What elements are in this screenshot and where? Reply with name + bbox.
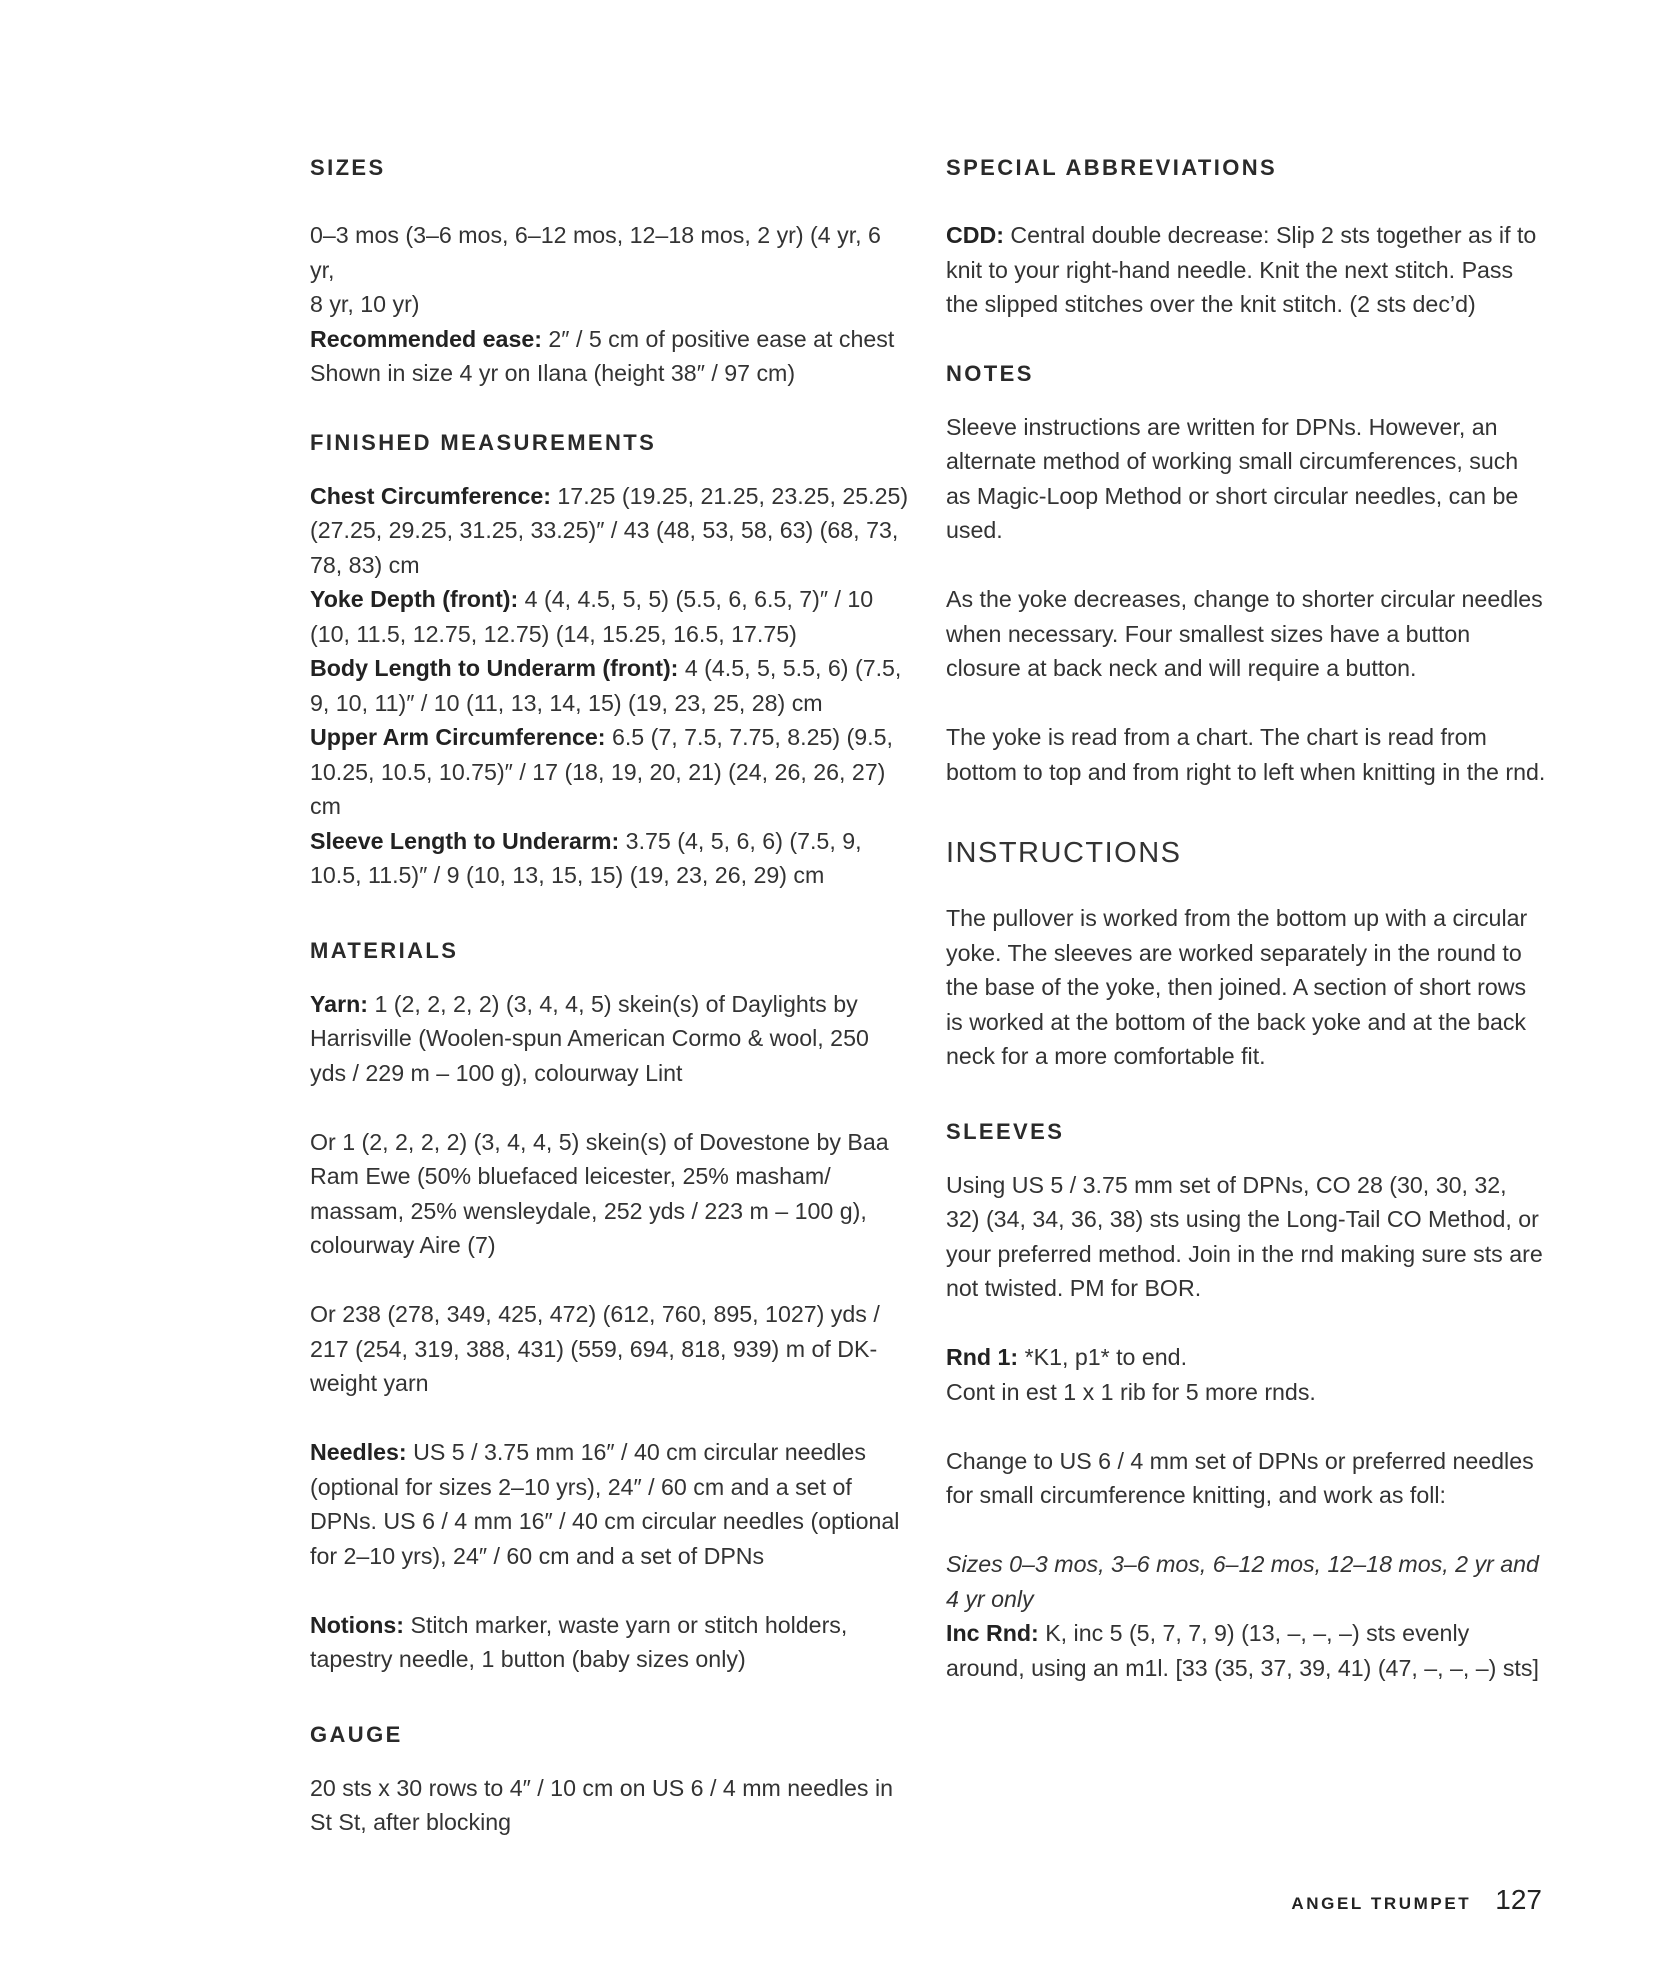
sleeves-paragraph-1: Using US 5 / 3.75 mm set of DPNs, CO 28 (30, 30, 32, 32) (34, 34, 36, 38) sts using the Long-Tail CO Method, or your preferred method. Join in the rnd making sure sts are not twisted. PM for BOR.: [946, 1171, 1543, 1301]
upper-arm-label: Upper Arm Circumference:: [310, 724, 606, 750]
special-abbreviations-heading: SPECIAL ABBREVIATIONS: [946, 155, 1278, 180]
page-footer: [1291, 1884, 1542, 1916]
rnd1-label: Rnd 1:: [946, 1344, 1019, 1370]
needles-text: US 5 / 3.75 mm 16″ / 40 cm circular needles (optional for sizes 2–10 yrs), 24″ / 60 cm and a set of DPNs. US 6 / 4 mm 16″ / 40 cm circular needles (optional for 2–10 yrs), 24″ / 60 cm and a set of DPNs: [310, 1439, 900, 1569]
sleeve-length-text: 3.75 (4, 5, 6, 6) (7.5, 9, 10.5, 11.5)″ / 9 (10, 13, 15, 15) (19, 23, 26, 29) cm: [310, 827, 862, 888]
body-length-text: 4 (4.5, 5, 5.5, 6) (7.5, 9, 10, 11)″ / 10 (11, 13, 14, 15) (19, 23, 25, 28) cm: [310, 655, 902, 716]
gauge-heading: GAUGE: [310, 1721, 403, 1747]
inc-rnd-label: Inc Rnd:: [946, 1620, 1039, 1646]
left-column: [310, 150, 910, 1840]
needles-paragraph: [310, 1435, 910, 1573]
cont-rib-text: Cont in est 1 x 1 rib for 5 more rnds.: [946, 1378, 1316, 1405]
notions-label: Notions:: [310, 1611, 405, 1638]
page-number: 127: [1495, 1884, 1542, 1915]
sleeve-length-label: Sleeve Length to Underarm:: [310, 827, 620, 854]
yarn-alternative-2: Or 238 (278, 349, 425, 472) (612, 760, 895, 1027) yds / 217 (254, 319, 388, 431) (559, 694, 818, 939) m of DK-weight yarn: [310, 1301, 880, 1396]
notions-text: Stitch marker, waste yarn or stitch holders, tapestry needle, 1 button (baby sizes only): [310, 1611, 848, 1672]
cdd-label: CDD:: [946, 222, 1004, 248]
yarn-paragraph: [310, 987, 910, 1091]
cdd-paragraph: [946, 218, 1546, 322]
yarn-alternative-1: Or 1 (2, 2, 2, 2) (3, 4, 4, 5) skein(s) of Dovestone by Baa Ram Ewe (50% bluefaced leicester, 25% masham/ massam, 25% wensleydale, 252 yds / 223 m – 100 g), colourway Aire (7): [310, 1128, 889, 1258]
sizes-subset-italic: Sizes 0–3 mos, 3–6 mos, 6–12 mos, 12–18 mos, 2 yr and 4 yr only: [946, 1551, 1539, 1612]
materials-heading: MATERIALS: [310, 937, 459, 963]
finished-measurements-heading: FINISHED MEASUREMENTS: [310, 429, 657, 455]
sizes-subset-paragraph: [946, 1547, 1546, 1685]
ease-label: Recommended ease:: [310, 325, 542, 352]
sizes-line-2: 8 yr, 10 yr): [310, 291, 420, 317]
instructions-heading: INSTRUCTIONS: [946, 837, 1182, 869]
yoke-text: 4 (4, 4.5, 5, 5) (5.5, 6, 6.5, 7)″ / 10 (10, 11.5, 12.75, 12.75) (14, 15.25, 16.5, 17.75): [310, 586, 874, 647]
notes-paragraph-2: As the yoke decreases, change to shorter circular needles when necessary. Four smallest sizes have a button closure at back neck and will require a button.: [946, 586, 1543, 681]
instructions-text: The pullover is worked from the bottom up with a circular yoke. The sleeves are worked separately in the round to the base of the yoke, then joined. A section of short rows is worked at the bottom of the back yoke and at the back neck for a more comfortable fit.: [946, 905, 1528, 1069]
sizes-line-1: 0–3 mos (3–6 mos, 6–12 mos, 12–18 mos, 2 yr) (4 yr, 6 yr,: [310, 222, 881, 283]
yarn-label: Yarn:: [310, 990, 368, 1017]
sizes-list: [310, 218, 910, 391]
inc-rnd-text: K, inc 5 (5, 7, 7, 9) (13, –, –, –) sts evenly around, using an m1l. [33 (35, 37, 39, 41) (47, –, –, –) sts]: [946, 1620, 1539, 1681]
yoke-label: Yoke Depth (front):: [310, 586, 519, 612]
body-length-label: Body Length to Underarm (front):: [310, 655, 679, 681]
notes-heading: NOTES: [946, 360, 1034, 386]
ease-text: 2″ / 5 cm of positive ease at chest: [541, 325, 895, 352]
upper-arm-text: 6.5 (7, 7.5, 7.75, 8.25) (9.5, 10.25, 10.5, 10.75)″ / 17 (18, 19, 20, 21) (24, 26, 26, 27) cm: [310, 724, 893, 819]
finished-measurements-list: [310, 479, 910, 893]
cdd-text: Central double decrease: Slip 2 sts together as if to knit to your right-hand needle. Knit the next stitch. Pass the slipped stitches over the knit stitch. (2 sts dec’d): [946, 222, 1537, 317]
sizes-heading: SIZES: [310, 155, 386, 180]
gauge-text: 20 sts x 30 rows to 4″ / 10 cm on US 6 / 4 mm needles in St St, after blocking: [310, 1774, 894, 1835]
right-column: [946, 150, 1546, 1685]
pattern-title: ANGEL TRUMPET: [1291, 1894, 1472, 1913]
sleeves-heading: SLEEVES: [946, 1118, 1065, 1144]
needles-label: Needles:: [310, 1439, 407, 1465]
rnd1-paragraph: [946, 1340, 1546, 1409]
rnd1-text: *K1, p1* to end.: [1018, 1344, 1188, 1370]
shown-in-size: Shown in size 4 yr on Ilana (height 38″ / 97 cm): [310, 360, 796, 386]
yarn-text: 1 (2, 2, 2, 2) (3, 4, 4, 5) skein(s) of Daylights by Harrisville (Woolen-spun American Cormo & wool, 250 yds / 229 m – 100 g), colourway Lint: [310, 990, 869, 1086]
notions-paragraph: [310, 1608, 910, 1677]
change-needles-paragraph: Change to US 6 / 4 mm set of DPNs or preferred needles for small circumference knitting, and work as foll:: [946, 1447, 1534, 1508]
notes-paragraph-3: The yoke is read from a chart. The chart is read from bottom to top and from right to left when knitting in the rnd.: [946, 724, 1546, 785]
notes-paragraph-1: Sleeve instructions are written for DPNs. However, an alternate method of working small circumferences, such as Magic-Loop Method or short circular needles, can be used.: [946, 413, 1519, 543]
chest-text: 17.25 (19.25, 21.25, 23.25, 25.25) (27.25, 29.25, 31.25, 33.25)″ / 43 (48, 53, 58, 63) (68, 73, 78, 83) cm: [310, 482, 909, 578]
chest-label: Chest Circumference:: [310, 482, 551, 509]
